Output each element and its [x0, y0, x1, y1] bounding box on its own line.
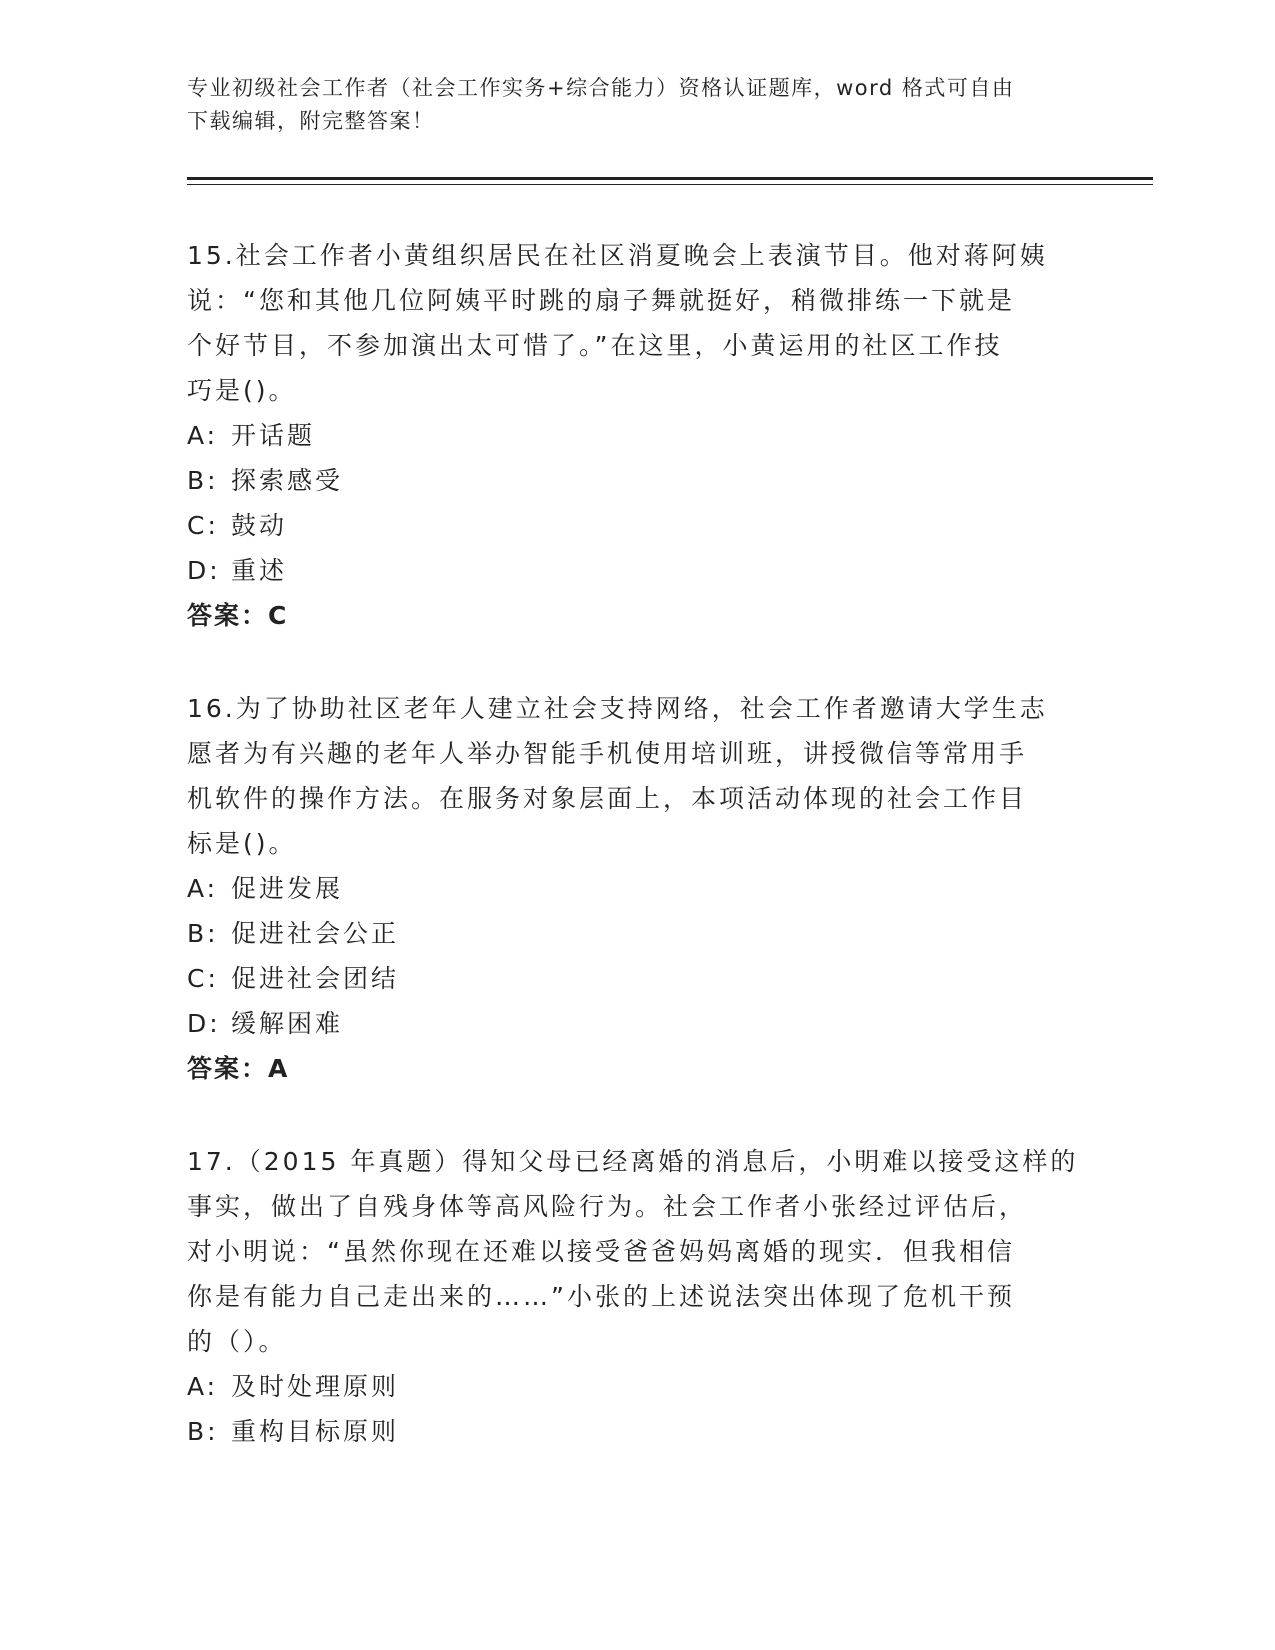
- option-d: [187, 548, 1087, 593]
- option-text: 促进发展: [231, 874, 344, 903]
- question-stem-line: 17.（2015 年真题）得知父母已经离婚的消息后，小明难以接受这样的: [187, 1147, 1079, 1176]
- question-stem-line: 的（）。: [187, 1327, 287, 1356]
- option-letter: D:: [187, 556, 221, 585]
- option-text: 鼓动: [231, 511, 288, 540]
- option-text: 促进社会公正: [231, 919, 400, 948]
- question-stem-line: 你是有能力自己走出来的……”小张的上述说法突出体现了危机干预: [187, 1282, 1015, 1311]
- option-letter: B:: [187, 466, 219, 495]
- option-a: [187, 413, 1087, 458]
- option-letter: D:: [187, 1009, 221, 1038]
- question-stem-line: 15.社会工作者小黄组织居民在社区消夏晚会上表演节目。他对蒋阿姨: [187, 241, 1048, 270]
- option-letter: C:: [187, 964, 219, 993]
- option-text: 重构目标原则: [231, 1417, 400, 1446]
- question-stem-line: 巧是()。: [187, 376, 297, 405]
- option-a: [187, 866, 1087, 911]
- question-stem-line: 个好节目，不参加演出太可惜了。”在这里，小黄运用的社区工作技: [187, 331, 1003, 360]
- question-stem-line: 标是()。: [187, 829, 297, 858]
- option-text: 开话题: [231, 421, 316, 450]
- option-text: 重述: [231, 556, 288, 585]
- option-text: 促进社会团结: [231, 964, 400, 993]
- option-text: 缓解困难: [231, 1009, 344, 1038]
- header-line-1: 专业初级社会工作者（社会工作实务+综合能力）资格认证题库，word 格式可自由: [187, 76, 1015, 100]
- header-line-2: 下载编辑，附完整答案！: [187, 109, 435, 133]
- question-stem-line: 对小明说：“虽然你现在还难以接受爸爸妈妈离婚的现实．但我相信: [187, 1237, 1015, 1266]
- option-letter: A:: [187, 874, 219, 903]
- option-text: 探索感受: [231, 466, 344, 495]
- question-stem-line: 愿者为有兴趣的老年人举办智能手机使用培训班，讲授微信等常用手: [187, 739, 1028, 768]
- question-stem-line: 16.为了协助社区老年人建立社会支持网络，社会工作者邀请大学生志: [187, 694, 1048, 723]
- question-stem-line: 事实，做出了自残身体等高风险行为。社会工作者小张经过评估后，: [187, 1192, 1028, 1221]
- document-header: [187, 72, 1087, 138]
- option-letter: B:: [187, 919, 219, 948]
- question-17: [187, 1139, 1087, 1454]
- question-15: [187, 233, 1087, 638]
- option-c: [187, 503, 1087, 548]
- question-16: [187, 686, 1087, 1091]
- option-b: [187, 1409, 1087, 1454]
- option-c: [187, 956, 1087, 1001]
- option-letter: B:: [187, 1417, 219, 1446]
- option-b: [187, 458, 1087, 503]
- answer-line: 答案：C: [187, 601, 289, 630]
- header-divider-thick: [187, 177, 1153, 180]
- option-text: 及时处理原则: [231, 1372, 400, 1401]
- option-b: [187, 911, 1087, 956]
- option-letter: C:: [187, 511, 219, 540]
- option-letter: A:: [187, 421, 219, 450]
- question-stem-line: 机软件的操作方法。在服务对象层面上，本项活动体现的社会工作目: [187, 784, 1028, 813]
- option-d: [187, 1001, 1087, 1046]
- header-divider-thin: [187, 184, 1153, 185]
- answer-line: 答案：A: [187, 1054, 290, 1083]
- question-stem-line: 说：“您和其他几位阿姨平时跳的扇子舞就挺好，稍微排练一下就是: [187, 286, 1015, 315]
- option-letter: A:: [187, 1372, 219, 1401]
- option-a: [187, 1364, 1087, 1409]
